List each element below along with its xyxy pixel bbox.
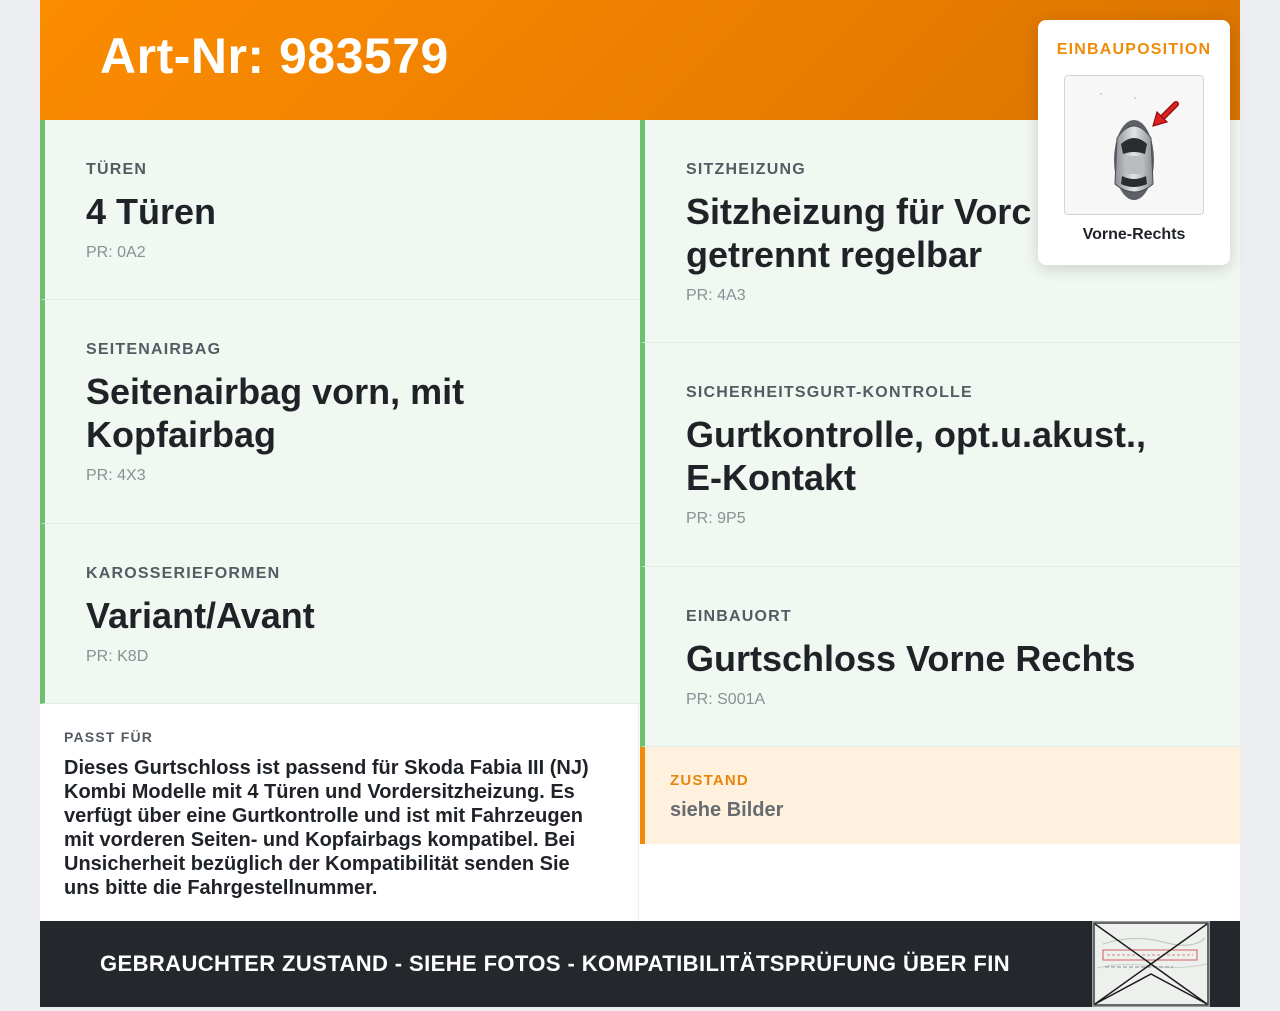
description-line: mit vorderen Seiten- und Kopfairbags kompatibel. Bei: [64, 829, 576, 851]
card-pr-code: PR: 4X3: [86, 467, 146, 484]
card-value-line: 4 Türen: [86, 191, 217, 232]
card-value: [86, 370, 600, 456]
card-value: [86, 594, 600, 637]
document-stamp-image: [1092, 921, 1210, 1007]
card-label: TÜREN: [86, 161, 148, 178]
einbauposition-title: EINBAUPOSITION: [1056, 41, 1212, 58]
description-line: Dieses Gurtschloss ist passend für Skoda Fabia III (NJ): [64, 757, 589, 779]
attribute-card-seitenairbag: [40, 300, 640, 524]
left-column: [40, 120, 640, 704]
card-value-line: Sitzheizung für Vorc: [686, 191, 1032, 232]
zustand-value: siehe Bilder: [670, 799, 784, 821]
card-label: SITZHEIZUNG: [686, 161, 806, 178]
card-value-line: Kopfairbag: [86, 414, 277, 455]
footer-text: GEBRAUCHTER ZUSTAND - SIEHE FOTOS - KOMPATIBILITÄTSPRÜFUNG ÜBER FIN: [100, 951, 1011, 976]
attribute-card-einbauort: [640, 567, 1240, 747]
card-value: [686, 637, 1200, 680]
description-line: Unsicherheit bezüglich der Kompatibilität senden Sie: [64, 853, 570, 875]
page-title: Art-Nr: 983579: [100, 28, 449, 84]
card-value-line: Gurtkontrolle, opt.u.akust.,: [686, 414, 1147, 455]
card-value-line: E-Kontakt: [686, 457, 856, 498]
card-pr-code: PR: 0A2: [86, 244, 146, 261]
card-label: SICHERHEITSGURT-KONTROLLE: [686, 384, 973, 401]
zustand-label: ZUSTAND: [670, 772, 749, 789]
card-pr-code: PR: 4A3: [686, 287, 746, 304]
einbauposition-value: Vorne-Rechts: [1082, 226, 1186, 243]
description-line: verfügt über eine Gurtkontrolle und ist mit Fahrzeugen: [64, 805, 583, 827]
card-pr-code: PR: 9P5: [686, 510, 746, 527]
attribute-card-gurtkontrolle: [640, 343, 1240, 567]
card-label: EINBAUORT: [686, 608, 792, 625]
card-pr-code: PR: K8D: [86, 648, 149, 665]
description-line: uns bitte die Fahrgestellnummer.: [64, 877, 378, 899]
card-value-line: Gurtschloss Vorne Rechts: [686, 638, 1136, 679]
attribute-card-karosserieformen: [40, 524, 640, 704]
car-position-diagram: [1064, 75, 1204, 215]
passt-fuer-section: [40, 704, 639, 921]
card-label: KAROSSERIEFORMEN: [86, 565, 281, 582]
card-value: [86, 190, 600, 233]
passt-fuer-label: PASST FÜR: [64, 729, 154, 745]
description-line: Kombi Modelle mit 4 Türen und Vordersitzheizung. Es: [64, 781, 575, 803]
card-value-line: Seitenairbag vorn, mit: [86, 371, 465, 412]
card-value: [686, 413, 1200, 499]
einbauposition-panel: [1038, 20, 1230, 265]
attribute-card-tueren: [40, 120, 640, 300]
card-value-line: Variant/Avant: [86, 595, 315, 636]
footer-bar: [40, 921, 1240, 1007]
passt-fuer-description: [64, 756, 614, 900]
card-pr-code: PR: S001A: [686, 691, 766, 708]
zustand-section: [640, 747, 1240, 844]
stamp-envelope-icon: [1093, 922, 1209, 1006]
card-value-line: getrennt regelbar: [686, 234, 983, 275]
car-top-view-icon: [1065, 76, 1203, 214]
card-label: SEITENAIRBAG: [86, 341, 222, 358]
